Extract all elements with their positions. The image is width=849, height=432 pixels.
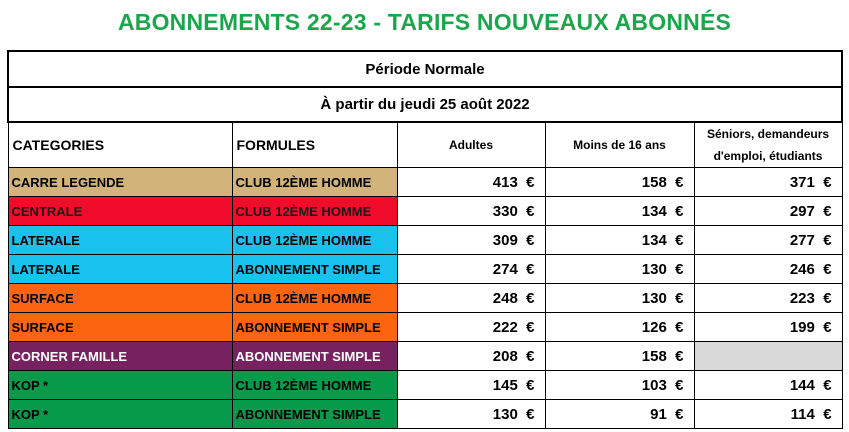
category-label: CORNER FAMILLE: [11, 348, 128, 364]
category-cell: [8, 342, 232, 371]
category-cell: [8, 284, 232, 313]
price-moins-16: 130 €: [545, 255, 694, 284]
formule-label: CLUB 12ÈME HOMME: [235, 377, 372, 393]
formule-label: ABONNEMENT SIMPLE: [235, 348, 381, 364]
price-moins-16: 134 €: [545, 226, 694, 255]
page-title: ABONNEMENTS 22-23 - TARIFS NOUVEAUX ABONNÉS: [117, 9, 732, 35]
price-adultes: 330 €: [397, 197, 545, 226]
category-label: LATERALE: [11, 232, 80, 248]
price-adultes: 274 €: [397, 255, 545, 284]
table-row: [8, 226, 842, 255]
formule-cell: [232, 197, 397, 226]
price-seniors: 199 €: [694, 313, 842, 342]
category-label: KOP *: [11, 377, 49, 393]
start-date-label: À partir du jeudi 25 août 2022: [8, 87, 842, 122]
formule-label: ABONNEMENT SIMPLE: [235, 319, 381, 335]
formule-label: CLUB 12ÈME HOMME: [235, 203, 372, 219]
formule-cell: [232, 313, 397, 342]
pricing-table: [7, 50, 843, 429]
category-label: SURFACE: [11, 319, 74, 335]
price-seniors: 277 €: [694, 226, 842, 255]
formule-label: CLUB 12ÈME HOMME: [235, 232, 372, 248]
price-seniors: 297 €: [694, 197, 842, 226]
header-categories: CATEGORIES: [8, 122, 232, 168]
period-label: Période Normale: [8, 51, 842, 87]
price-seniors: 144 €: [694, 371, 842, 400]
price-moins-16: 91 €: [545, 400, 694, 429]
table-row: [8, 400, 842, 429]
price-seniors: 246 €: [694, 255, 842, 284]
price-adultes: 130 €: [397, 400, 545, 429]
price-seniors: 371 €: [694, 168, 842, 197]
formule-label: ABONNEMENT SIMPLE: [235, 261, 381, 277]
price-adultes: 248 €: [397, 284, 545, 313]
category-label: KOP *: [11, 406, 49, 422]
formule-cell: [232, 342, 397, 371]
price-adultes: 208 €: [397, 342, 545, 371]
header-adultes: Adultes: [397, 122, 545, 168]
category-cell: [8, 255, 232, 284]
price-adultes: 222 €: [397, 313, 545, 342]
price-seniors: 114 €: [694, 400, 842, 429]
formule-label: CLUB 12ÈME HOMME: [235, 290, 372, 306]
formule-cell: [232, 371, 397, 400]
price-moins-16: 158 €: [545, 342, 694, 371]
price-adultes: 145 €: [397, 371, 545, 400]
price-moins-16: 158 €: [545, 168, 694, 197]
header-seniors-line2: d'emploi, étudiants: [713, 149, 823, 163]
price-moins-16: 126 €: [545, 313, 694, 342]
header-seniors-line1: Séniors, demandeurs: [707, 127, 830, 141]
period-row: [8, 51, 842, 87]
price-moins-16: 134 €: [545, 197, 694, 226]
category-cell: [8, 168, 232, 197]
table-row: [8, 197, 842, 226]
price-moins-16: 130 €: [545, 284, 694, 313]
price-seniors-empty: [694, 342, 842, 371]
header-moins-16: Moins de 16 ans: [545, 122, 694, 168]
table-row: [8, 342, 842, 371]
formule-cell: [232, 400, 397, 429]
category-label: LATERALE: [11, 261, 80, 277]
header-seniors: [694, 122, 842, 168]
category-cell: [8, 371, 232, 400]
category-label: CARRE LEGENDE: [11, 174, 125, 190]
table-row: [8, 313, 842, 342]
header-row: [8, 122, 842, 168]
category-cell: [8, 400, 232, 429]
category-label: CENTRALE: [11, 203, 83, 219]
header-formules: FORMULES: [232, 122, 397, 168]
formule-cell: [232, 255, 397, 284]
category-cell: [8, 197, 232, 226]
formule-label: ABONNEMENT SIMPLE: [235, 406, 381, 422]
category-cell: [8, 313, 232, 342]
category-cell: [8, 226, 232, 255]
price-moins-16: 103 €: [545, 371, 694, 400]
price-seniors: 223 €: [694, 284, 842, 313]
table-row: [8, 371, 842, 400]
date-row: [8, 87, 842, 122]
price-adultes: 309 €: [397, 226, 545, 255]
formule-cell: [232, 168, 397, 197]
table-row: [8, 168, 842, 197]
formule-cell: [232, 226, 397, 255]
category-label: SURFACE: [11, 290, 74, 306]
table-row: [8, 255, 842, 284]
formule-label: CLUB 12ÈME HOMME: [235, 174, 372, 190]
formule-cell: [232, 284, 397, 313]
table-row: [8, 284, 842, 313]
price-adultes: 413 €: [397, 168, 545, 197]
